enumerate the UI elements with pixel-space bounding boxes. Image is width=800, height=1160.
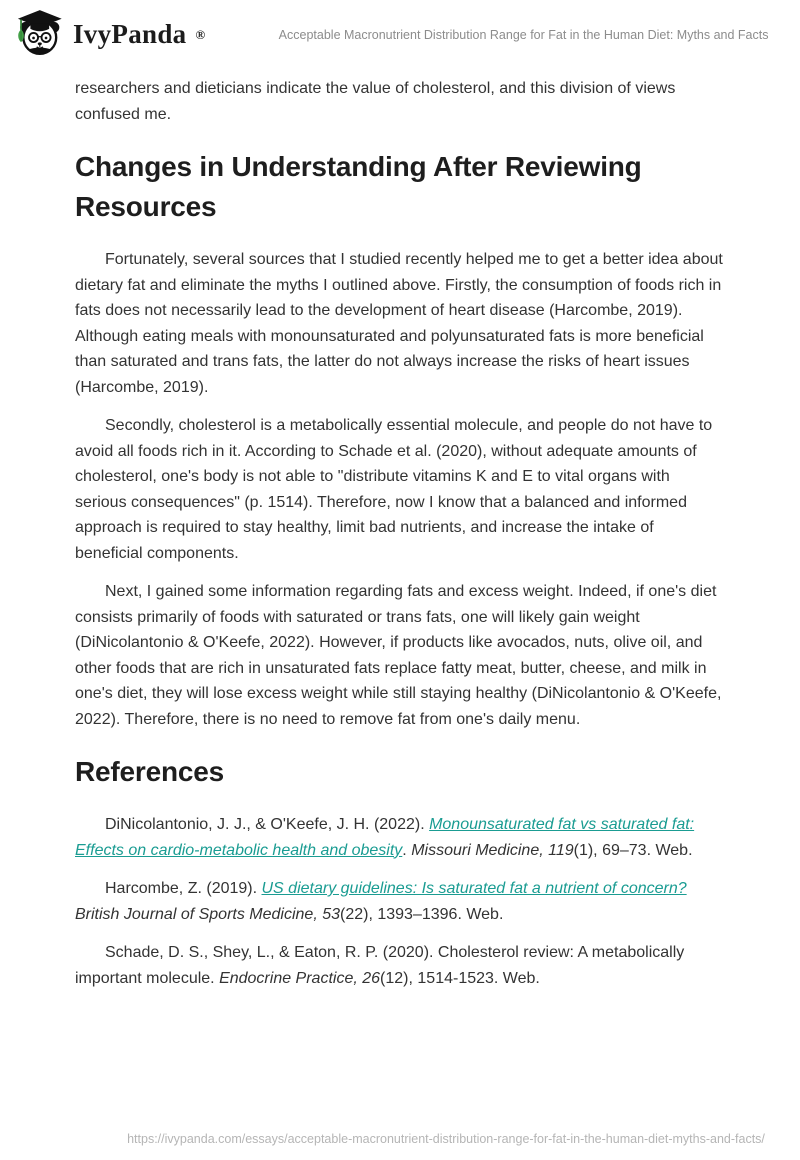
reference-journal: Endocrine Practice, 26 (219, 969, 381, 987)
ivypanda-logo (14, 7, 205, 62)
source-url: https://ivypanda.com/essays/acceptable-macronutrient-distribution-range-for-fat-in-the-human-diet-myths-and-facts/ (127, 1132, 765, 1146)
essay-body (0, 60, 800, 991)
section-heading-references: References (75, 756, 224, 787)
reference-entry (75, 940, 725, 991)
reference-link[interactable]: Monounsaturated fat vs saturated fat: Effects on cardio-metabolic health and obesity (75, 816, 695, 859)
registered-trademark-symbol: ® (195, 26, 206, 42)
intro-paragraph: researchers and dieticians indicate the value of cholesterol, and this division of views confused me. (75, 80, 676, 123)
reference-entry (75, 812, 725, 863)
page-footer (0, 1132, 800, 1146)
page-header (0, 0, 800, 60)
reference-authors: DiNicolantonio, J. J., & O'Keefe, J. H. (2022). (105, 816, 430, 833)
reference-journal: Missouri Medicine, 119 (411, 841, 574, 859)
reference-separator: . (402, 841, 412, 859)
reference-journal: British Journal of Sports Medicine, 53 (75, 905, 341, 923)
reference-link[interactable]: US dietary guidelines: Is saturated fat a nutrient of concern? (261, 880, 687, 897)
reference-tail: (1), 69–73. Web. (573, 841, 693, 859)
reference-authors: Harcombe, Z. (2019). (105, 880, 262, 897)
body-paragraph: Next, I gained some information regarding fats and excess weight. Indeed, if one's diet consists primarily of foods with saturated or trans fats, one will likely gain weight (DiNicolantonio & O'Keefe, 2022). However, if products like avocados, nuts, olive oil, and other foods that are rich in unsaturated fats replace fatty meat, butter, cheese, and milk in one's diet, they will lose excess weight while still staying healthy (DiNicolantonio & O'Keefe, 2022). Therefore, there is no need to remove fat from one's daily menu. (75, 583, 722, 728)
reference-authors: Schade, D. S., Shey, L., & Eaton, R. P. (2020). Cholesterol review: A metabolically important molecule. (75, 944, 685, 987)
reference-entry (75, 876, 725, 927)
reference-tail: (12), 1514-1523. Web. (380, 969, 540, 987)
panda-graduate-icon (14, 7, 64, 62)
section-heading-changes: Changes in Understanding After Reviewing Resources (75, 151, 642, 222)
logo-wordmark: IvyPanda (73, 18, 187, 49)
reference-tail: (22), 1393–1396. Web. (340, 905, 504, 923)
body-paragraph: Fortunately, several sources that I studied recently helped me to get a better idea about dietary fat and eliminate the myths I outlined above. Firstly, the consumption of foods rich in fats does not necessarily lead to the development of heart disease (Harcombe, 2019). Although eating meals with monounsaturated and polyunsaturated fats is more beneficial than saturated and trans fats, the latter do not always increase the risks of heart issues (Harcombe, 2019). (75, 251, 723, 396)
document-title: Acceptable Macronutrient Distribution Range for Fat in the Human Diet: Myths and Facts (278, 28, 769, 42)
body-paragraph: Secondly, cholesterol is a metabolically essential molecule, and people do not have to avoid all foods rich in it. According to Schade et al. (2020), without adequate amounts of cholesterol, one's body is not able to "distribute vitamins K and E to vital organs with serious consequences" (p. 1514). Therefore, now I know that a balanced and informed approach is required to stay healthy, limit bad nutrients, and increase the intake of beneficial components. (75, 417, 713, 562)
